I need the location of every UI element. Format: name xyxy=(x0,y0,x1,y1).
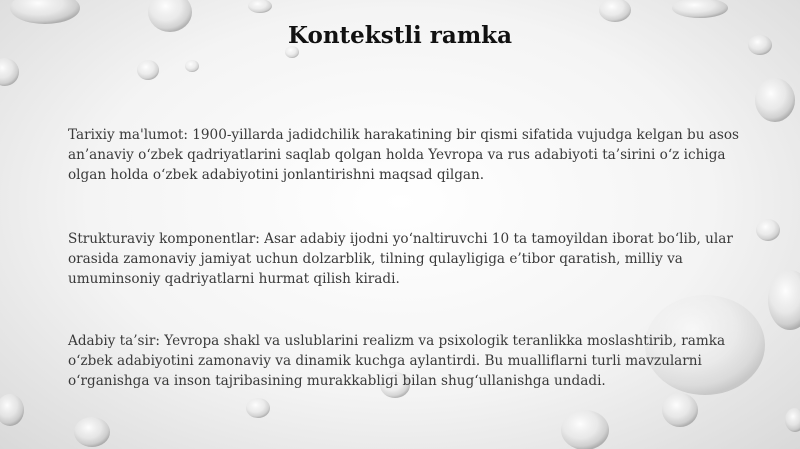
water-drop xyxy=(755,78,795,122)
water-drop xyxy=(10,0,80,24)
slide-title: Kontekstli ramka xyxy=(288,22,512,49)
water-drop xyxy=(0,58,19,86)
water-drop xyxy=(561,410,609,449)
water-drop xyxy=(662,393,698,427)
paragraph-literary-influence: Adabiy ta’sir: Yevropa shakl va uslublarini realizm va psixologik teranlikka moslashtirib, ramka o‘zbek adabiyotini zamonaviy va dinamik kuchga aylantirdi. Bu mualliflarni turli mavzularni o‘rganishga va inson tajribasining murakkabligi bilan shug‘ullanishga undadi. xyxy=(68,333,726,389)
water-drop xyxy=(137,60,159,80)
paragraph-structural-components: Strukturaviy komponentlar: Asar adabiy ijodni yo‘naltiruvchi 10 ta tamoyildan iborat bo‘lib, ular orasida zamonaviy jamiyat uchun dolzarblik, tilning qulayligiga e’tibor qaratish, milliy va umuminsoniy qadriyatlarni hurmat qilish kiradi. xyxy=(68,231,733,287)
water-drop xyxy=(599,0,631,22)
water-drop xyxy=(768,270,800,330)
water-drop xyxy=(672,0,728,18)
water-drop xyxy=(248,0,272,13)
water-drop xyxy=(0,394,24,426)
water-drop xyxy=(74,417,110,447)
water-drop xyxy=(756,219,780,241)
paragraph-historical-info: Tarixiy ma'lumot: 1900-yillarda jadidchilik harakatining bir qismi sifatida vujudga kelgan bu asos an’anaviy o‘zbek qadriyatlarini saqlab qolgan holda Yevropa va rus adabiyoti ta’sirini o‘z ichiga olgan holda o‘zbek adabiyotini jonlantirishni maqsad qilgan. xyxy=(68,127,740,183)
water-drop xyxy=(246,398,270,418)
water-drop xyxy=(785,408,800,432)
water-drop xyxy=(185,60,199,72)
